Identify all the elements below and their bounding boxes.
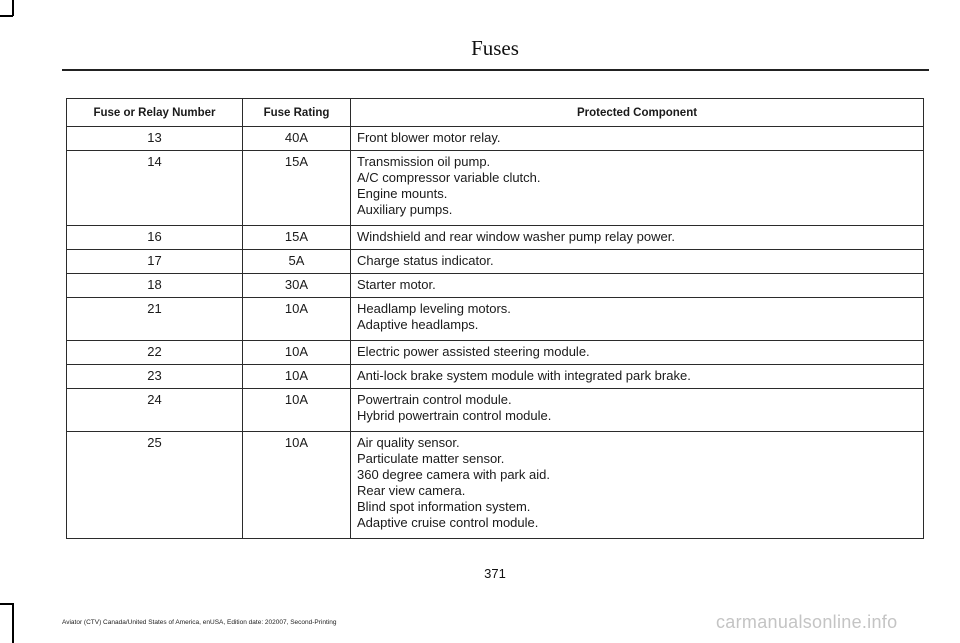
edition-footer: Aviator (CTV) Canada/United States of America, enUSA, Edition date: 202007, Second-Printing (62, 619, 337, 626)
fuse-rating: 5A (288, 253, 305, 268)
crop-mark-bottom-left-v (12, 603, 14, 643)
protected-component-cell (351, 365, 924, 389)
fuse-number: 17 (147, 253, 162, 268)
table-header-row (67, 99, 924, 127)
crop-mark-bottom-left-h (0, 603, 13, 605)
protected-component-cell (351, 226, 924, 250)
fuse-number-cell (67, 151, 243, 226)
fuse-rating: 10A (284, 344, 309, 359)
protected-component: 360 degree camera with park aid. (357, 467, 550, 482)
fuse-number-cell (67, 432, 243, 539)
fuse-rating-cell (243, 432, 351, 539)
fuse-rating-cell (243, 298, 351, 341)
fuse-rating-cell (243, 389, 351, 432)
fuse-rating-cell (243, 365, 351, 389)
fuse-number: 14 (147, 154, 162, 169)
protected-component: Transmission oil pump. (357, 154, 491, 169)
protected-component: Anti-lock brake system module with integrated park brake. (357, 368, 691, 383)
table-row (67, 365, 924, 389)
table-row (67, 274, 924, 298)
fuse-number-cell (67, 250, 243, 274)
table-row (67, 151, 924, 226)
column-header-protected-component: Protected Component (351, 99, 924, 127)
protected-component: Auxiliary pumps. (357, 202, 453, 217)
protected-component: Electric power assisted steering module. (357, 344, 590, 359)
protected-component-cell (351, 274, 924, 298)
fuse-number: 18 (147, 277, 162, 292)
header-rule (62, 69, 929, 71)
protected-component: Headlamp leveling motors. (357, 301, 511, 316)
protected-component: Charge status indicator. (357, 253, 494, 268)
fuse-number-cell (67, 365, 243, 389)
protected-component-cell (351, 341, 924, 365)
fuse-number: 22 (147, 344, 162, 359)
fuse-number-cell (67, 274, 243, 298)
column-header-fuse-rating: Fuse Rating (243, 99, 351, 127)
table-row (67, 226, 924, 250)
protected-component: Blind spot information system. (357, 499, 531, 514)
fuse-rating-cell (243, 341, 351, 365)
table-row (67, 298, 924, 341)
protected-component: Rear view camera. (357, 483, 466, 498)
fuse-number-cell (67, 127, 243, 151)
fuse-rating: 15A (284, 154, 309, 169)
table-row (67, 341, 924, 365)
protected-component: Powertrain control module. (357, 392, 512, 407)
fuse-rating-cell (243, 127, 351, 151)
page-number: 371 (484, 566, 506, 581)
protected-component: Air quality sensor. (357, 435, 460, 450)
protected-component: Front blower motor relay. (357, 130, 501, 145)
crop-mark-top-left-h (0, 15, 13, 17)
fuse-rating-cell (243, 151, 351, 226)
page-title: Fuses (471, 36, 519, 60)
fuse-rating: 10A (284, 368, 309, 383)
table-row (67, 127, 924, 151)
table-row (67, 250, 924, 274)
fuse-rating-cell (243, 250, 351, 274)
fuse-rating: 30A (284, 277, 309, 292)
fuse-table-body (67, 127, 924, 539)
watermark: carmanualsonline.info (716, 612, 898, 632)
table-row (67, 389, 924, 432)
fuse-number-cell (67, 341, 243, 365)
crop-mark-top-left-v (12, 0, 14, 16)
protected-component: Starter motor. (357, 277, 436, 292)
protected-component-cell (351, 432, 924, 539)
fuse-rating: 10A (284, 435, 309, 450)
fuse-number: 25 (147, 435, 162, 450)
fuse-table (66, 98, 924, 539)
fuse-rating: 15A (284, 229, 309, 244)
fuse-number-cell (67, 226, 243, 250)
protected-component: Adaptive cruise control module. (357, 515, 539, 530)
fuse-number: 24 (147, 392, 162, 407)
protected-component-cell (351, 151, 924, 226)
protected-component: Adaptive headlamps. (357, 317, 479, 332)
protected-component-cell (351, 127, 924, 151)
fuse-number: 21 (147, 301, 162, 316)
protected-component: Particulate matter sensor. (357, 451, 505, 466)
column-header-fuse-number: Fuse or Relay Number (67, 99, 243, 127)
fuse-rating-cell (243, 226, 351, 250)
fuse-number-cell (67, 389, 243, 432)
protected-component-cell (351, 298, 924, 341)
fuse-rating-cell (243, 274, 351, 298)
fuse-rating: 10A (284, 301, 309, 316)
protected-component: Engine mounts. (357, 186, 448, 201)
fuse-number: 13 (147, 130, 162, 145)
protected-component: Windshield and rear window washer pump relay power. (357, 229, 675, 244)
fuse-number: 23 (147, 368, 162, 383)
fuse-number: 16 (147, 229, 162, 244)
protected-component: A/C compressor variable clutch. (357, 170, 541, 185)
fuse-rating: 10A (284, 392, 309, 407)
table-row (67, 432, 924, 539)
protected-component-cell (351, 250, 924, 274)
protected-component-cell (351, 389, 924, 432)
fuse-number-cell (67, 298, 243, 341)
fuse-rating: 40A (284, 130, 309, 145)
protected-component: Hybrid powertrain control module. (357, 408, 552, 423)
